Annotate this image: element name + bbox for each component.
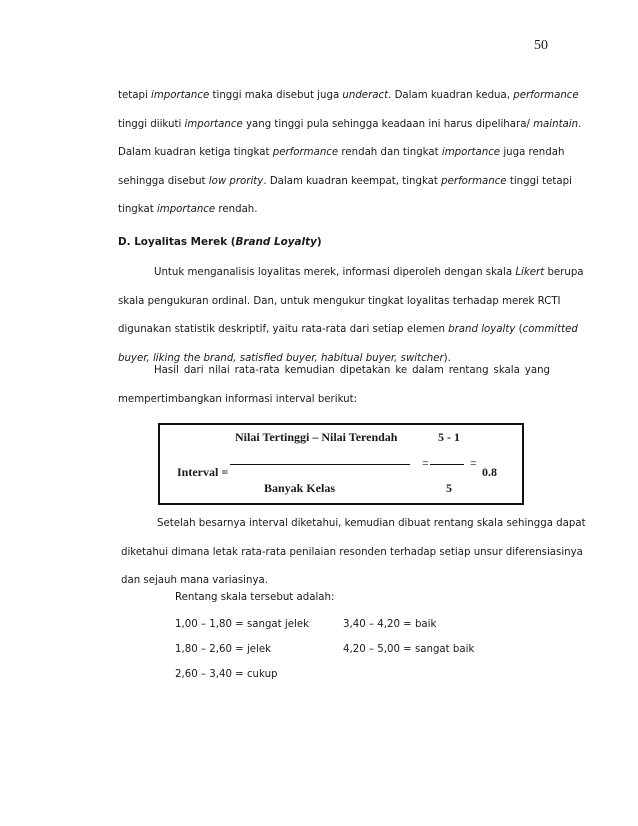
text-line: dan sejauh mana variasinya. bbox=[121, 575, 268, 586]
scale-item: 4,20 – 5,00 = sangat baik bbox=[343, 644, 475, 655]
paragraph-interval bbox=[118, 357, 550, 414]
equals-sign: = bbox=[470, 456, 477, 470]
text-line: Untuk menganalisis loyalitas merek, informasi diperoleh dengan skala Likert berupa bbox=[154, 267, 584, 278]
text-line: buyer, liking the brand, satisfied buyer, habitual buyer, switcher). bbox=[118, 352, 451, 364]
text-line: tinggi diikuti importance yang tinggi pula sehingga keadaan ini harus dipelihara/ maintain. bbox=[118, 118, 582, 130]
text-line: diketahui dimana letak rata-rata penilaian resonden terhadap setiap unsur diferensiasinya bbox=[121, 546, 583, 558]
text-line: digunakan statistik deskriptif, yaitu rata-rata dari setiap elemen brand loyalty (committed bbox=[118, 324, 578, 335]
paragraph-quadrant bbox=[118, 82, 582, 225]
formula-result: 0.8 bbox=[482, 465, 497, 479]
formula-denominator-value: 5 bbox=[446, 481, 452, 495]
paragraph-scale-explanation bbox=[121, 510, 586, 596]
paragraph-brand-loyalty bbox=[118, 259, 584, 373]
formula-denominator: Banyak Kelas bbox=[264, 481, 336, 495]
text-line: mempertimbangkan informasi interval berikut: bbox=[118, 393, 358, 405]
scale-item: 2,60 – 3,40 = cukup bbox=[175, 669, 278, 680]
formula-label: Interval = bbox=[177, 465, 229, 479]
formula-numerator: Nilai Tertinggi – Nilai Terendah bbox=[235, 430, 398, 444]
fraction-bar bbox=[430, 464, 464, 465]
equals-sign: = bbox=[422, 456, 429, 470]
scale-item: 1,80 – 2,60 = jelek bbox=[175, 644, 272, 655]
scale-item: 3,40 – 4,20 = baik bbox=[343, 619, 437, 630]
scale-item: 1,00 – 1,80 = sangat jelek bbox=[175, 619, 309, 630]
text-line: Hasil dari nilai rata-rata kemudian dipetakan ke dalam rentang skala yang bbox=[154, 365, 550, 376]
scale-intro: Rentang skala tersebut adalah: bbox=[175, 592, 335, 603]
text-line: tingkat importance rendah. bbox=[118, 204, 258, 215]
text-line: Setelah besarnya interval diketahui, kemudian dibuat rentang skala sehingga dapat bbox=[157, 518, 586, 529]
text-line: sehingga disebut low prority. Dalam kuadran keempat, tingkat performance tinggi tetapi bbox=[118, 175, 572, 187]
text-line: Dalam kuadran ketiga tingkat performance rendah dan tingkat importance juga rendah bbox=[118, 147, 565, 158]
fraction-bar bbox=[230, 464, 410, 465]
section-heading: D. Loyalitas Merek (Brand Loyalty) bbox=[118, 236, 322, 248]
page-number: 50 bbox=[534, 38, 548, 53]
interval-formula-box bbox=[158, 423, 524, 505]
text-line: skala pengukuran ordinal. Dan, untuk mengukur tingkat loyalitas terhadap merek RCTI bbox=[118, 295, 561, 307]
text-line: tetapi importance tinggi maka disebut juga underact. Dalam kuadran kedua, performance bbox=[118, 90, 579, 101]
formula-numerator-values: 5 - 1 bbox=[438, 430, 460, 444]
